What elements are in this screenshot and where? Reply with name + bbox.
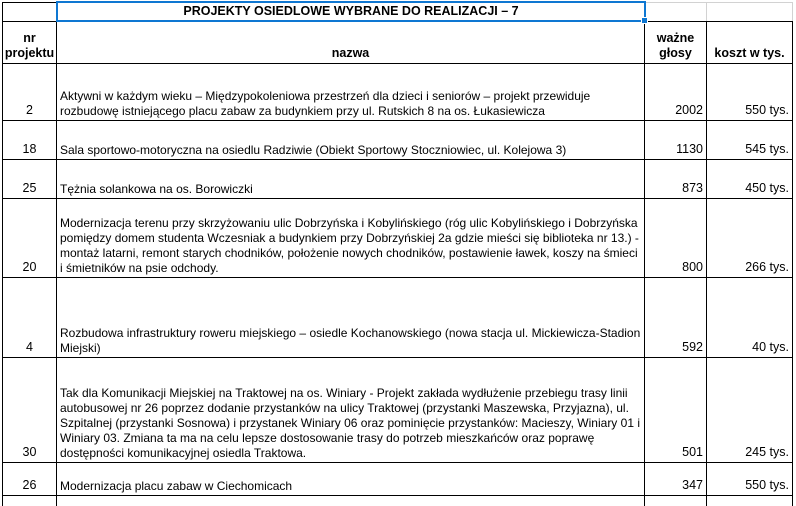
cell-project-name[interactable]: Sala sportowo-motoryczna na osiedlu Radziwie (Obiekt Sportowy Stoczniowiec, ul. Kolejowa 3) [57, 121, 645, 160]
cell-cost[interactable]: 266 tys. [707, 199, 793, 278]
cell-blank-c1[interactable] [645, 2, 707, 21]
header-project-name[interactable]: nazwa [57, 21, 645, 64]
spreadsheet-table [2, 2, 793, 506]
cell-project-name[interactable] [57, 496, 645, 506]
table-row-partial [2, 496, 793, 506]
cell-project-number[interactable]: 30 [2, 358, 57, 463]
cell-project-number[interactable]: 18 [2, 121, 57, 160]
cell-project-name[interactable]: Aktywni w każdym wieku – Międzypokoleniowa przestrzeń dla dzieci i seniorów – projekt przewiduje rozbudowę istniejącego placu zabaw za budynkiem przy ul. Rutskich 8 na os. Łukasiewicza [57, 64, 645, 121]
header-cost[interactable]: koszt w tys. [707, 21, 793, 64]
cell-valid-votes[interactable] [645, 496, 707, 506]
table-row [2, 358, 793, 463]
cell-valid-votes[interactable]: 501 [645, 358, 707, 463]
cell-project-number[interactable]: 26 [2, 463, 57, 496]
cell-valid-votes[interactable]: 2002 [645, 64, 707, 121]
cell-project-number[interactable] [2, 496, 57, 506]
cell-project-name[interactable]: Tężnia solankowa na os. Borowiczki [57, 160, 645, 199]
cell-valid-votes[interactable]: 592 [645, 278, 707, 358]
cell-cost[interactable]: 550 tys. [707, 64, 793, 121]
cell-valid-votes[interactable]: 873 [645, 160, 707, 199]
cell-project-name[interactable]: Modernizacja terenu przy skrzyżowaniu ulic Dobrzyńska i Kobylińskiego (róg ulic Kobylińskiego i Dobrzyńska pomiędzy domem studenta Wczesniak a budynkiem przy Dobrzyńskiej 2a gdzie mieści się biblioteka nr 13.) - montaż latarni, remont starych chodników, położenie nowych chodników, postawienie ławek, koszy na śmieci i śmietników na psie odchody. [57, 199, 645, 278]
cell-cost[interactable]: 245 tys. [707, 358, 793, 463]
table-title-cell[interactable]: PROJEKTY OSIEDLOWE WYBRANE DO REALIZACJI – 7 [57, 2, 645, 21]
cell-valid-votes[interactable]: 347 [645, 463, 707, 496]
table-row [2, 160, 793, 199]
header-row [2, 21, 793, 64]
title-row [2, 2, 793, 21]
table-row [2, 463, 793, 496]
header-project-number[interactable]: nr projektu [2, 21, 57, 64]
cell-project-name[interactable]: Rozbudowa infrastruktury roweru miejskiego – osiedle Kochanowskiego (nowa stacja ul. Mickiewicza-Stadion Miejski) [57, 278, 645, 358]
cell-project-number[interactable]: 20 [2, 199, 57, 278]
cell-cost[interactable] [707, 496, 793, 506]
table-row [2, 199, 793, 278]
selected-cell-outline[interactable] [56, 1, 646, 22]
cell-cost[interactable]: 550 tys. [707, 463, 793, 496]
cell-blank-a1[interactable] [2, 2, 57, 21]
header-valid-votes[interactable]: ważne głosy [645, 21, 707, 64]
cell-cost[interactable]: 40 tys. [707, 278, 793, 358]
cell-blank-d1[interactable] [707, 2, 793, 21]
cell-project-number[interactable]: 4 [2, 278, 57, 358]
cell-project-number[interactable]: 25 [2, 160, 57, 199]
cell-cost[interactable]: 545 tys. [707, 121, 793, 160]
cell-valid-votes[interactable]: 800 [645, 199, 707, 278]
cell-project-number[interactable]: 2 [2, 64, 57, 121]
fill-handle[interactable] [641, 17, 648, 24]
table-row [2, 121, 793, 160]
cell-project-name[interactable]: Tak dla Komunikacji Miejskiej na Traktowej na os. Winiary - Projekt zakłada wydłużenie przebiegu trasy linii autobusowej nr 26 poprzez dodanie przystanków na ulicy Traktowej (przystanki Maszewska, Przyjazna), ul. Szpitalnej (przystanki Sosnowa) i przystanek Winiary 06 oraz pominięcie przystanków: Macieszy, Winiary 01 i Winiary 03. Zmiana ta ma na celu lepsze dostosowanie trasy do potrzeb mieszkańców oraz poprawę dostępności komunikacyjnej osiedla Traktowa. [57, 358, 645, 463]
table-row [2, 278, 793, 358]
table-row [2, 64, 793, 121]
cell-valid-votes[interactable]: 1130 [645, 121, 707, 160]
cell-cost[interactable]: 450 tys. [707, 160, 793, 199]
cell-project-name[interactable]: Modernizacja placu zabaw w Ciechomicach [57, 463, 645, 496]
